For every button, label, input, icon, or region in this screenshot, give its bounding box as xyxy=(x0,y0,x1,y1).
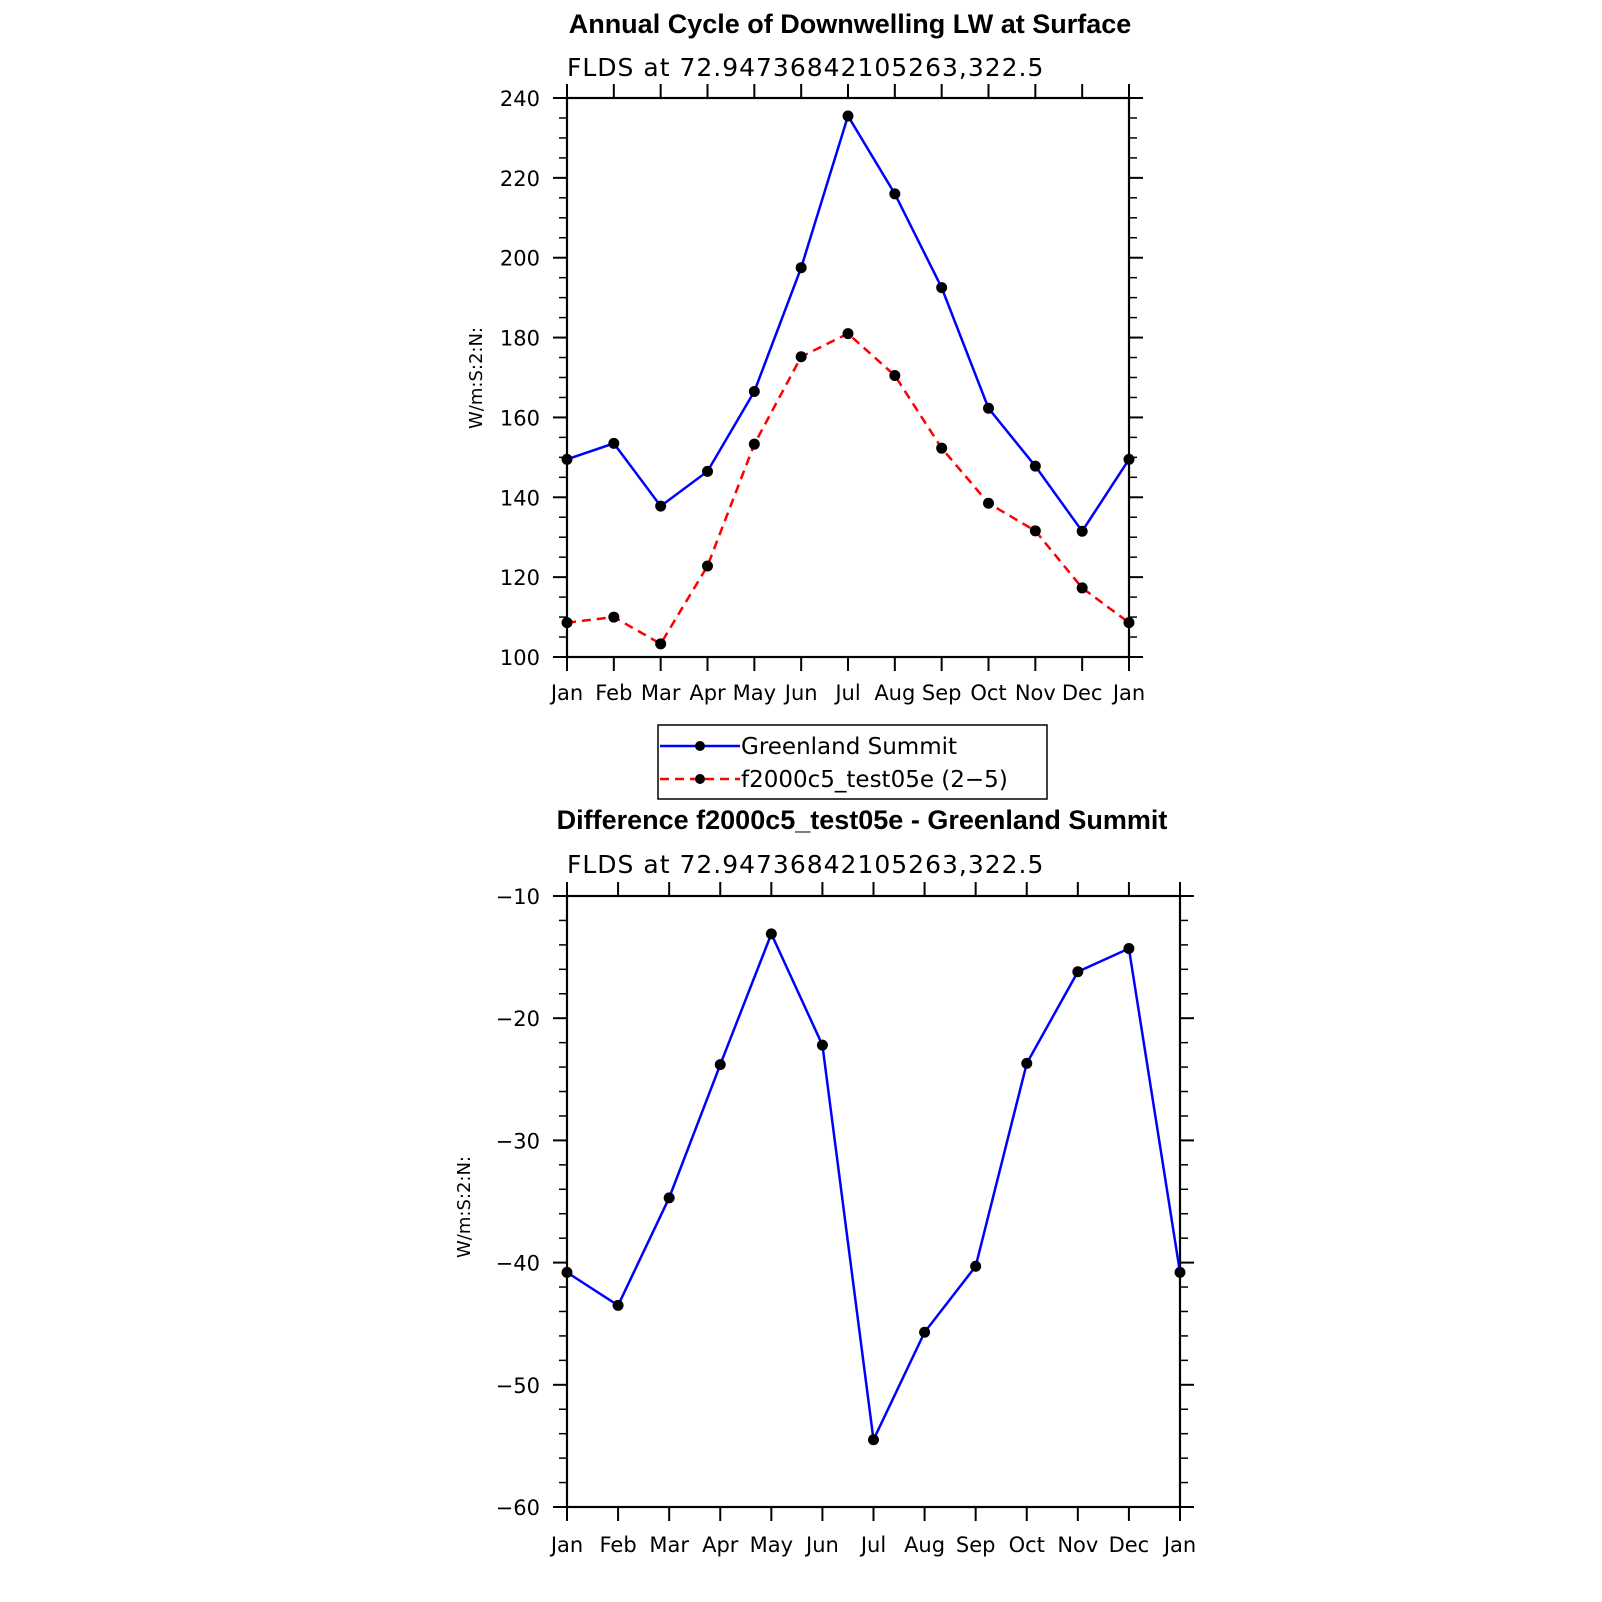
legend-entry-model: f2000c5_test05e (2−5) xyxy=(741,767,1008,793)
data-point xyxy=(562,1267,573,1278)
data-point xyxy=(562,617,573,628)
data-point xyxy=(1030,525,1041,536)
plot-border xyxy=(567,98,1129,657)
data-point xyxy=(796,262,807,273)
data-point xyxy=(715,1059,726,1070)
x-tick-label: Oct xyxy=(1008,1533,1045,1557)
y-tick-label: 200 xyxy=(499,246,540,271)
data-point xyxy=(608,612,619,623)
y-tick-label: 100 xyxy=(499,646,540,670)
y-axis-label: W/m:S:2:N: xyxy=(454,1156,475,1258)
x-tick-label: Feb xyxy=(595,681,633,705)
data-point xyxy=(608,438,619,449)
y-tick-label: 220 xyxy=(499,166,540,191)
x-tick-label: Dec xyxy=(1061,681,1103,705)
data-point xyxy=(843,110,854,121)
data-point xyxy=(868,1434,879,1445)
plot-frame xyxy=(567,896,1180,1507)
y-tick-label: 160 xyxy=(499,406,540,431)
x-tick-label: Jan xyxy=(550,1533,584,1557)
series-line-1 xyxy=(567,334,1129,644)
data-point xyxy=(1030,461,1041,472)
data-point xyxy=(702,560,713,571)
data-point xyxy=(936,443,947,454)
series-group xyxy=(562,928,1186,1445)
y-tick-label: −50 xyxy=(495,1373,540,1398)
legend-entry-greenland: Greenland Summit xyxy=(741,734,958,760)
data-point xyxy=(936,282,947,293)
data-point xyxy=(766,928,777,939)
legend-marker-model xyxy=(695,774,705,784)
x-tick-label: Jul xyxy=(835,681,861,705)
y-tick-label: 140 xyxy=(499,486,540,511)
y-tick-label: −10 xyxy=(495,885,540,909)
data-point xyxy=(796,351,807,362)
data-point xyxy=(1124,454,1135,465)
legend xyxy=(658,725,1047,799)
y-axis-ticks xyxy=(496,885,1194,1520)
y-tick-label: −30 xyxy=(495,1129,540,1154)
data-point xyxy=(664,1192,675,1203)
x-tick-label: Oct xyxy=(970,681,1007,705)
x-tick-label: Apr xyxy=(689,681,726,705)
legend-marker-greenland xyxy=(695,741,705,751)
chart-annual-cycle xyxy=(466,9,1145,799)
y-tick-label: −40 xyxy=(495,1251,540,1276)
chart-subtitle: FLDS at 72.94736842105263,322.5 xyxy=(567,850,1045,879)
data-point xyxy=(983,498,994,509)
x-axis-ticks xyxy=(549,882,1196,1557)
data-point xyxy=(919,1327,930,1338)
x-tick-label: Dec xyxy=(1108,1533,1150,1557)
data-point xyxy=(702,466,713,477)
data-point xyxy=(889,370,900,381)
series-line-0 xyxy=(567,116,1129,531)
data-point xyxy=(749,439,760,450)
x-tick-label: Mar xyxy=(649,1533,689,1557)
series-group xyxy=(562,110,1135,649)
data-point xyxy=(655,501,666,512)
x-tick-label: Jan xyxy=(1163,1533,1197,1557)
data-point xyxy=(613,1300,624,1311)
data-point xyxy=(1077,582,1088,593)
x-tick-label: Jan xyxy=(1112,681,1146,705)
x-tick-label: Feb xyxy=(599,1533,637,1557)
y-tick-label: −20 xyxy=(495,1007,540,1032)
x-tick-label: Jul xyxy=(860,1533,887,1557)
data-point xyxy=(889,188,900,199)
data-point xyxy=(1072,966,1083,977)
x-tick-label: Jan xyxy=(550,681,584,705)
data-point xyxy=(562,454,573,465)
chart-title: Annual Cycle of Downwelling LW at Surface xyxy=(568,9,1132,39)
x-tick-label: Jun xyxy=(784,681,818,705)
data-point xyxy=(749,386,760,397)
data-point xyxy=(655,638,666,649)
x-tick-label: Sep xyxy=(955,1533,996,1557)
data-point xyxy=(1021,1058,1032,1069)
x-tick-label: Nov xyxy=(1014,681,1056,705)
y-tick-label: 240 xyxy=(499,87,540,111)
data-point xyxy=(970,1261,981,1272)
plot-frame xyxy=(567,98,1129,657)
x-tick-label: Apr xyxy=(702,1533,739,1557)
chart-difference xyxy=(454,805,1196,1557)
y-axis-label: W/m:S:2:N: xyxy=(466,327,487,429)
data-point xyxy=(1077,526,1088,537)
data-point xyxy=(1124,617,1135,628)
y-tick-label: 120 xyxy=(499,566,540,591)
x-tick-label: Sep xyxy=(921,681,962,705)
x-tick-label: Mar xyxy=(640,681,681,705)
x-tick-label: May xyxy=(732,681,777,705)
y-tick-label: 180 xyxy=(499,326,540,351)
x-tick-label: Aug xyxy=(904,1533,946,1557)
chart-subtitle: FLDS at 72.94736842105263,322.5 xyxy=(567,53,1045,82)
y-axis-ticks xyxy=(500,87,1143,670)
y-tick-label: −60 xyxy=(495,1496,540,1520)
x-axis-ticks xyxy=(549,84,1145,705)
chart-title: Difference f2000c5_test05e - Greenland Summit xyxy=(556,805,1168,835)
x-tick-label: Jun xyxy=(806,1533,839,1557)
x-tick-label: Aug xyxy=(874,681,916,705)
data-point xyxy=(1175,1267,1186,1278)
series-line-0 xyxy=(567,934,1180,1440)
plot-border xyxy=(567,896,1180,1507)
data-point xyxy=(1123,943,1134,954)
data-point xyxy=(817,1040,828,1051)
x-tick-label: Nov xyxy=(1057,1533,1099,1557)
data-point xyxy=(983,403,994,414)
x-tick-label: May xyxy=(749,1533,794,1557)
data-point xyxy=(843,328,854,339)
